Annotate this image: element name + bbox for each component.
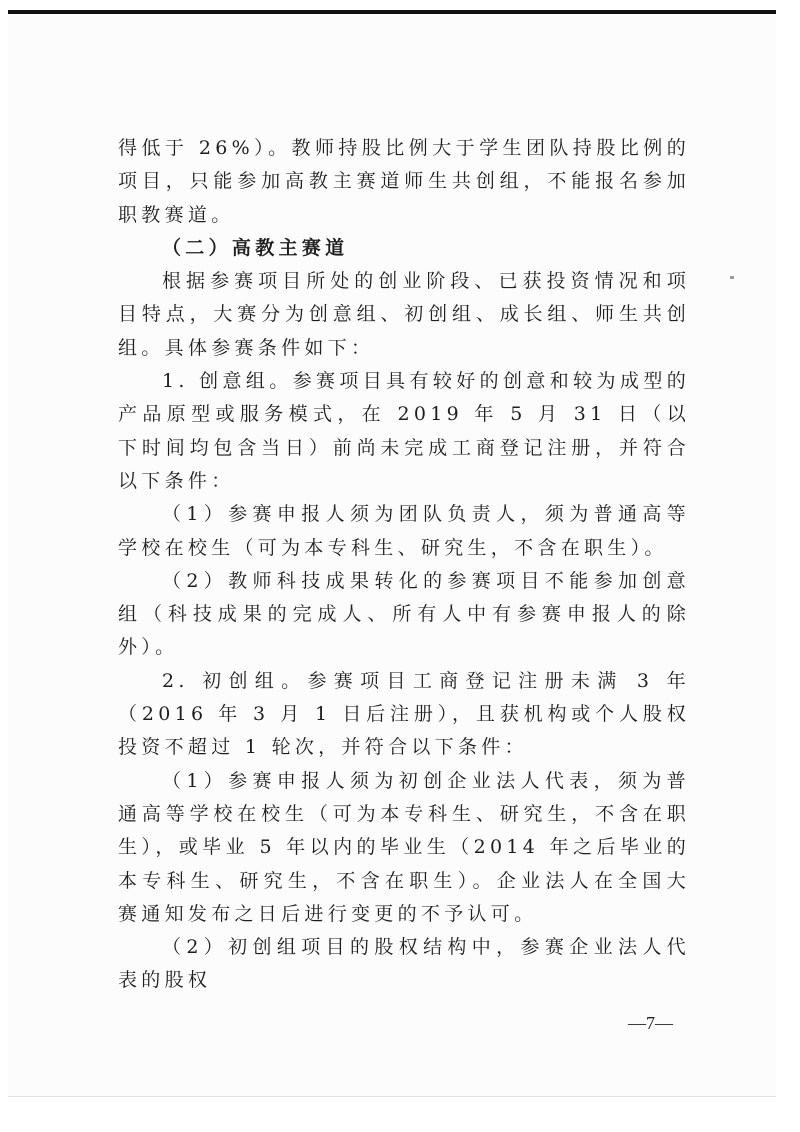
paragraph-continuation: 得低于 26%）。教师持股比例大于学生团队持股比例的项目，只能参加高教主赛道师生共创组，不能报名参加职教赛道。 <box>118 137 690 226</box>
section-heading: （二）高教主赛道 <box>162 236 349 259</box>
paragraph-startup-group: 2. 初创组。参赛项目工商登记注册未满 3 年（2016 年 3 月 1 日后注册），且获机构或个人股权投资不超过 1 轮次，并符合以下条件： <box>118 669 690 759</box>
paragraph-creative-condition-2: （2）教师科技成果转化的参赛项目不能参加创意组（科技成果的完成人、所有人中有参赛申报人的除外）。 <box>118 569 690 659</box>
paragraph-startup-condition-2: （2）初创组项目的股权结构中，参赛企业法人代表的股权 <box>118 936 690 992</box>
paragraph-creative-group: 1. 创意组。参赛项目具有较好的创意和较为成型的产品原型或服务模式，在 2019 年 5 月 31 日（以下时间均包含当日）前尚未完成工商登记注册，并符合以下条件： <box>118 370 690 492</box>
paragraph-creative-condition-1: （1）参赛申报人须为团队负责人，须为普通高等学校在校生（可为本专科生、研究生，不含在职生）。 <box>118 503 690 559</box>
scan-speck <box>730 276 734 279</box>
paragraph-intro: 根据参赛项目所处的创业阶段、已获投资情况和项目特点，大赛分为创意组、初创组、成长组、师生共创组。具体参赛条件如下： <box>118 270 690 359</box>
paragraph-startup-condition-1: （1）参赛申报人须为初创企业法人代表，须为普通高等学校在校生（可为本专科生、研究生，不含在职生），或毕业 5 年以内的毕业生（2014 年之后毕业的本专科生、研究生，不含在职生）。企业法人在全国大赛通知发布之日后进行变更的不予认可。 <box>118 769 690 925</box>
document-body <box>118 132 690 998</box>
page-number: —7— <box>628 1013 673 1033</box>
